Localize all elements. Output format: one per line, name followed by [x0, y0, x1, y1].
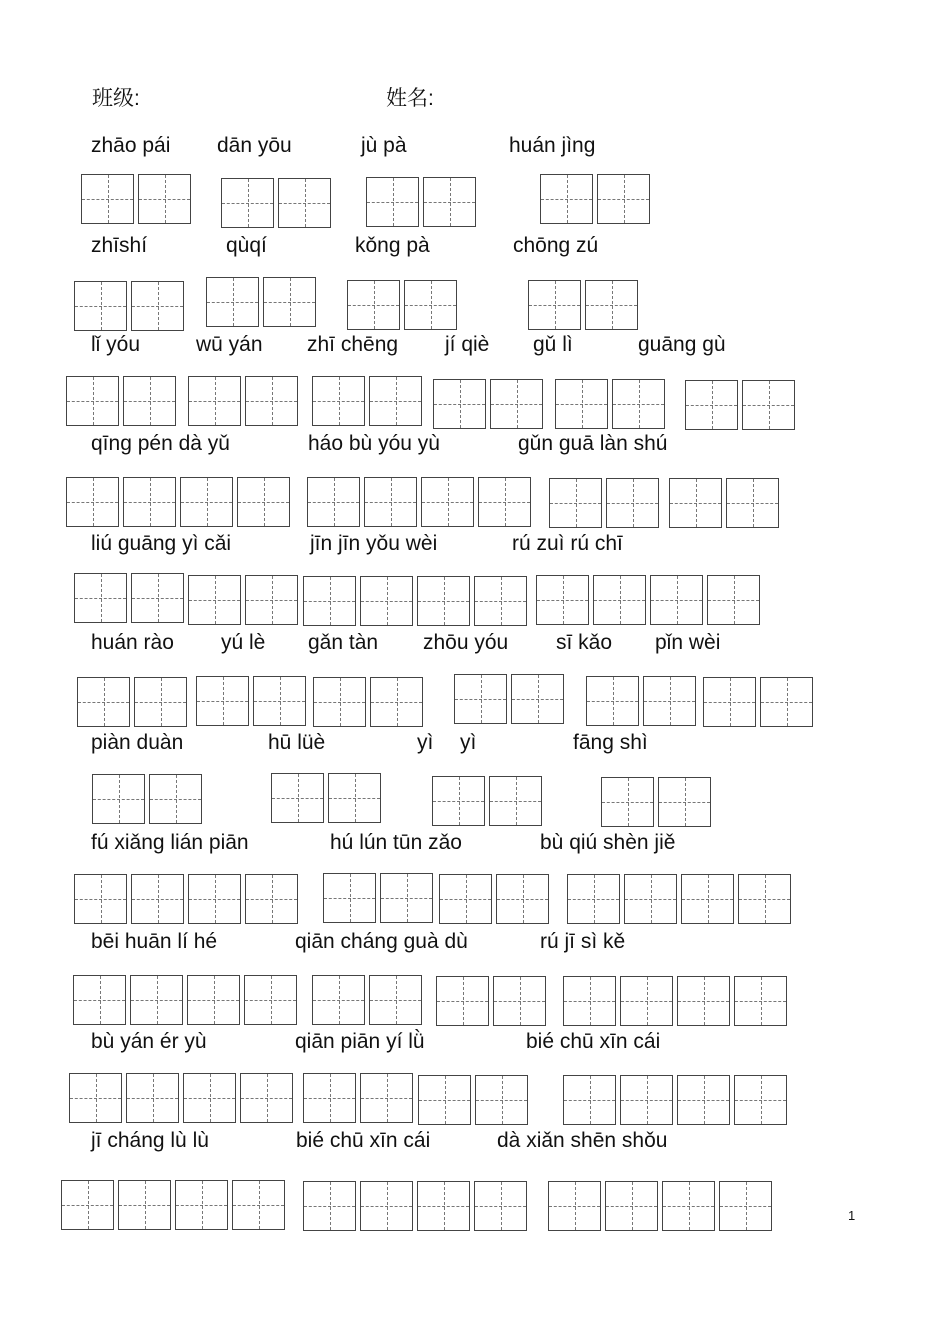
character-writing-box[interactable]	[490, 379, 543, 429]
pinyin-label: zhōu yóu	[423, 631, 509, 654]
pinyin-label: fāng shì	[573, 731, 648, 754]
character-writing-box[interactable]	[360, 1181, 413, 1231]
pinyin-label: gǎn tàn	[308, 631, 379, 654]
character-writing-box[interactable]	[734, 1075, 787, 1125]
character-writing-box[interactable]	[478, 477, 531, 527]
pinyin-label: qiān piān yí lǜ	[295, 1030, 425, 1053]
pinyin-label: fú xiǎng lián piān	[91, 831, 249, 854]
character-writing-box[interactable]	[423, 177, 476, 227]
character-writing-box[interactable]	[606, 478, 659, 528]
character-writing-box[interactable]	[548, 1181, 601, 1231]
pinyin-label: wū yán	[196, 333, 263, 356]
character-writing-box[interactable]	[188, 376, 241, 426]
character-writing-box[interactable]	[180, 477, 233, 527]
character-writing-box[interactable]	[74, 874, 127, 924]
character-writing-box[interactable]	[681, 874, 734, 924]
pinyin-label: yì	[417, 731, 434, 754]
character-writing-box[interactable]	[658, 777, 711, 827]
pinyin-label: piàn duàn	[91, 731, 184, 754]
character-writing-box[interactable]	[131, 874, 184, 924]
character-writing-box[interactable]	[555, 379, 608, 429]
character-writing-box[interactable]	[69, 1073, 122, 1123]
character-writing-box[interactable]	[347, 280, 400, 330]
character-writing-box[interactable]	[118, 1180, 171, 1230]
character-writing-box[interactable]	[601, 777, 654, 827]
pinyin-label: qīng pén dà yǔ	[91, 432, 230, 455]
pinyin-label: zhīshí	[91, 234, 148, 257]
character-writing-box[interactable]	[245, 874, 298, 924]
character-writing-box[interactable]	[245, 575, 298, 625]
character-writing-box[interactable]	[66, 477, 119, 527]
pinyin-label: jù pà	[361, 134, 407, 157]
character-writing-box[interactable]	[221, 178, 274, 228]
character-writing-box[interactable]	[175, 1180, 228, 1230]
pinyin-label: liú guāng yì cǎi	[91, 532, 232, 555]
character-writing-box[interactable]	[433, 379, 486, 429]
character-writing-box[interactable]	[760, 677, 813, 727]
character-writing-box[interactable]	[188, 874, 241, 924]
character-writing-box[interactable]	[303, 576, 356, 626]
character-writing-box[interactable]	[417, 576, 470, 626]
character-writing-box[interactable]	[474, 576, 527, 626]
character-writing-box[interactable]	[138, 174, 191, 224]
character-writing-box[interactable]	[369, 376, 422, 426]
character-writing-box[interactable]	[323, 873, 376, 923]
pinyin-label: pǐn wèi	[655, 631, 721, 654]
character-writing-box[interactable]	[134, 677, 187, 727]
pinyin-label: bù qiú shèn jiě	[540, 831, 676, 854]
character-writing-box[interactable]	[271, 773, 324, 823]
character-writing-box[interactable]	[131, 573, 184, 623]
pinyin-label: guāng gù	[638, 333, 726, 356]
character-writing-box[interactable]	[74, 573, 127, 623]
character-writing-box[interactable]	[563, 976, 616, 1026]
character-writing-box[interactable]	[307, 477, 360, 527]
character-writing-box[interactable]	[669, 478, 722, 528]
character-writing-box[interactable]	[662, 1181, 715, 1231]
character-writing-box[interactable]	[612, 379, 665, 429]
pinyin-label: chōng zú	[513, 234, 599, 257]
character-writing-box[interactable]	[66, 376, 119, 426]
character-writing-box[interactable]	[92, 774, 145, 824]
character-writing-box[interactable]	[237, 477, 290, 527]
character-writing-box[interactable]	[149, 774, 202, 824]
class-label: 班级:	[92, 87, 140, 110]
character-writing-box[interactable]	[677, 1075, 730, 1125]
character-writing-box[interactable]	[624, 874, 677, 924]
character-writing-box[interactable]	[77, 677, 130, 727]
character-writing-box[interactable]	[418, 1075, 471, 1125]
character-writing-box[interactable]	[496, 874, 549, 924]
character-writing-box[interactable]	[369, 975, 422, 1025]
character-writing-box[interactable]	[263, 277, 316, 327]
pinyin-label: zhāo pái	[91, 134, 171, 157]
pinyin-label: qiān cháng guà dù	[295, 930, 468, 953]
character-writing-box[interactable]	[439, 874, 492, 924]
pinyin-label: gǔ lì	[533, 333, 573, 356]
character-writing-box[interactable]	[312, 975, 365, 1025]
pinyin-label: bù yán ér yù	[91, 1030, 207, 1053]
pinyin-label: qùqí	[226, 234, 267, 257]
pinyin-label: yì	[460, 731, 477, 754]
pinyin-label: gǔn guā làn shú	[518, 432, 668, 455]
character-writing-box[interactable]	[131, 281, 184, 331]
pinyin-label: rú zuì rú chī	[512, 532, 623, 555]
pinyin-label: sī kǎo	[556, 631, 613, 654]
pinyin-label: kǒng pà	[355, 234, 430, 257]
character-writing-box[interactable]	[605, 1181, 658, 1231]
pinyin-label: huán rào	[91, 631, 174, 654]
character-writing-box[interactable]	[303, 1181, 356, 1231]
pinyin-label: bié chū xīn cái	[526, 1030, 661, 1053]
pinyin-label: jí qiè	[445, 333, 490, 356]
character-writing-box[interactable]	[126, 1073, 179, 1123]
character-writing-box[interactable]	[650, 575, 703, 625]
character-writing-box[interactable]	[244, 975, 297, 1025]
character-writing-box[interactable]	[738, 874, 791, 924]
character-writing-box[interactable]	[742, 380, 795, 430]
character-writing-box[interactable]	[73, 975, 126, 1025]
character-writing-box[interactable]	[726, 478, 779, 528]
character-writing-box[interactable]	[597, 174, 650, 224]
character-writing-box[interactable]	[585, 280, 638, 330]
character-writing-box[interactable]	[493, 976, 546, 1026]
character-writing-box[interactable]	[245, 376, 298, 426]
pinyin-label: jīn jīn yǒu wèi	[310, 532, 438, 555]
character-writing-box[interactable]	[278, 178, 331, 228]
character-writing-box[interactable]	[188, 575, 241, 625]
character-writing-box[interactable]	[567, 874, 620, 924]
character-writing-box[interactable]	[586, 676, 639, 726]
character-writing-box[interactable]	[404, 280, 457, 330]
character-writing-box[interactable]	[196, 676, 249, 726]
pinyin-label: hú lún tūn zǎo	[330, 831, 462, 854]
character-writing-box[interactable]	[593, 575, 646, 625]
character-writing-box[interactable]	[436, 976, 489, 1026]
character-writing-box[interactable]	[183, 1073, 236, 1123]
character-writing-box[interactable]	[536, 575, 589, 625]
pinyin-label: hū lüè	[268, 731, 326, 754]
character-writing-box[interactable]	[370, 677, 423, 727]
pinyin-label: lǐ yóu	[91, 333, 141, 356]
character-writing-box[interactable]	[366, 177, 419, 227]
character-writing-box[interactable]	[685, 380, 738, 430]
character-writing-box[interactable]	[232, 1180, 285, 1230]
pinyin-label: rú jī sì kě	[540, 930, 626, 953]
character-writing-box[interactable]	[380, 873, 433, 923]
character-writing-box[interactable]	[421, 477, 474, 527]
character-writing-box[interactable]	[677, 976, 730, 1026]
character-writing-box[interactable]	[74, 281, 127, 331]
name-label: 姓名:	[386, 87, 434, 110]
character-writing-box[interactable]	[528, 280, 581, 330]
character-writing-box[interactable]	[540, 174, 593, 224]
character-writing-box[interactable]	[312, 376, 365, 426]
character-writing-box[interactable]	[417, 1181, 470, 1231]
character-writing-box[interactable]	[620, 976, 673, 1026]
character-writing-box[interactable]	[130, 975, 183, 1025]
character-writing-box[interactable]	[643, 676, 696, 726]
character-writing-box[interactable]	[549, 478, 602, 528]
pinyin-label: huán jìng	[509, 134, 596, 157]
character-writing-box[interactable]	[620, 1075, 673, 1125]
page-number: 1	[848, 1208, 856, 1223]
character-writing-box[interactable]	[719, 1181, 772, 1231]
character-writing-box[interactable]	[313, 677, 366, 727]
character-writing-box[interactable]	[364, 477, 417, 527]
character-writing-box[interactable]	[475, 1075, 528, 1125]
character-writing-box[interactable]	[81, 174, 134, 224]
character-writing-box[interactable]	[123, 376, 176, 426]
character-writing-box[interactable]	[123, 477, 176, 527]
character-writing-box[interactable]	[303, 1073, 356, 1123]
pinyin-label: zhī chēng	[307, 333, 399, 356]
pinyin-label: bēi huān lí hé	[91, 930, 218, 953]
character-writing-box[interactable]	[360, 1073, 413, 1123]
character-writing-box[interactable]	[474, 1181, 527, 1231]
character-writing-box[interactable]	[328, 773, 381, 823]
character-writing-box[interactable]	[489, 776, 542, 826]
pinyin-label: háo bù yóu yù	[308, 432, 440, 455]
character-writing-box[interactable]	[240, 1073, 293, 1123]
pinyin-label: dà xiǎn shēn shǒu	[497, 1129, 668, 1152]
character-writing-box[interactable]	[61, 1180, 114, 1230]
character-writing-box[interactable]	[511, 674, 564, 724]
character-writing-box[interactable]	[360, 576, 413, 626]
character-writing-box[interactable]	[707, 575, 760, 625]
character-writing-box[interactable]	[454, 674, 507, 724]
character-writing-box[interactable]	[206, 277, 259, 327]
character-writing-box[interactable]	[734, 976, 787, 1026]
character-writing-box[interactable]	[253, 676, 306, 726]
pinyin-label: dān yōu	[217, 134, 292, 157]
character-writing-box[interactable]	[432, 776, 485, 826]
pinyin-label: yú lè	[221, 631, 266, 654]
character-writing-box[interactable]	[563, 1075, 616, 1125]
pinyin-label: jī cháng lù lù	[91, 1129, 209, 1152]
pinyin-label: bié chū xīn cái	[296, 1129, 431, 1152]
character-writing-box[interactable]	[187, 975, 240, 1025]
character-writing-box[interactable]	[703, 677, 756, 727]
